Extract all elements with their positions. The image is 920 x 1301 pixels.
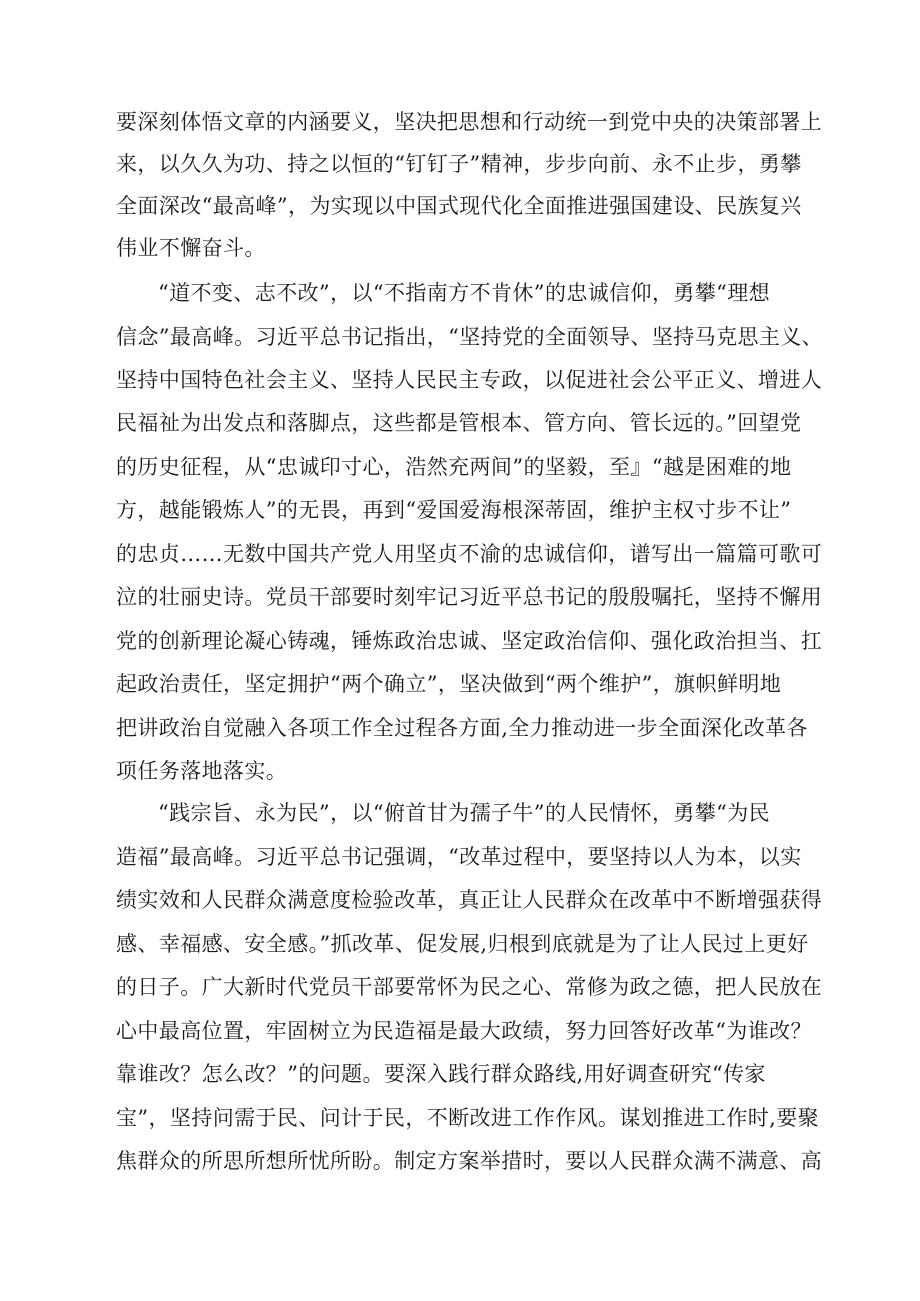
paragraph-2-line-8: 泣的壮丽史诗。党员干部要时刻牢记习近平总书记的殷殷嘱托，坚持不懈用	[116, 585, 823, 609]
paragraph-3-line-9: 焦群众的所思所想所忧所盼。制定方案举措时，要以人民群众满不满意、高	[116, 1149, 823, 1173]
paragraph-3-line-4: 感、幸福感、安全感。”抓改革、促发展,归根到底就是为了让人民过上更好	[116, 932, 809, 956]
paragraph-2-line-7: 的忠贞……无数中国共产党人用坚贞不渝的忠诚信仰，谱写出一篇篇可歌可	[116, 542, 823, 566]
paragraph-3-line-3: 绩实效和人民群众满意度检验改革，真正让人民群众在改革中不断增强获得	[116, 888, 823, 912]
paragraph-1-line-4: 伟业不懈奋斗。	[116, 236, 266, 260]
paragraph-3-line-6: 心中最高位置，牢固树立为民造福是最大政绩，努力回答好改革“为谁改？	[116, 1019, 812, 1043]
paragraph-3-line-8: 宝”，坚持问需于民、问计于民，不断改进工作作风。谋划推进工作时,要聚	[116, 1106, 820, 1130]
paragraph-3-line-2: 造福”最高峰。习近平总书记强调，“改革过程中，要坚持以人为本，以实	[116, 845, 802, 869]
paragraph-2-line-11: 把讲政治自觉融入各项工作全过程各方面,全力推动进一步全面深化改革各	[116, 716, 808, 740]
paragraph-2-line-3: 坚持中国特色社会主义、坚持人民民主专政，以促进社会公平正义、增进人	[116, 368, 823, 392]
paragraph-2-line-1: “道不变、志不改”，以“不指南方不肯休”的忠诚信仰，勇攀“理想	[158, 281, 771, 305]
paragraph-2-line-9: 党的创新理论凝心铸魂，锤炼政治忠诚、坚定政治信仰、强化政治担当、扛	[116, 629, 823, 653]
paragraph-3-line-1: “践宗旨、永为民”，以“俯首甘为孺子牛”的人民情怀，勇攀“为民	[158, 801, 771, 825]
paragraph-3-line-7: 靠谁改？怎么改？”的问题。要深入践行群众路线,用好调查研究“传家	[116, 1062, 766, 1086]
paragraph-1-line-3: 全面深改“最高峰”，为实现以中国式现代化全面推进强国建设、民族复兴	[116, 194, 802, 218]
paragraph-3-line-5: 的日子。广大新时代党员干部要常怀为民之心、常修为政之德，把人民放在	[116, 975, 823, 999]
paragraph-2-line-5: 的历史征程，从“忠诚印寸心，浩然充两间”的坚毅，至』“越是困难的地	[116, 455, 792, 479]
paragraph-2-line-2: 信念”最高峰。习近平总书记指出，“坚持党的全面领导、坚持马克思主义、	[116, 325, 824, 349]
paragraph-1-line-1: 要深刻体悟文章的内涵要义，坚决把思想和行动统一到党中央的决策部署上	[116, 110, 823, 134]
paragraph-2-line-4: 民福祉为出发点和落脚点，这些都是管根本、管方向、管长远的。”回望党	[116, 411, 802, 435]
paragraph-1-line-2: 来，以久久为功、持之以恒的“钉钉子”精神，步步向前、永不止步，勇攀	[116, 152, 802, 176]
paragraph-2-line-6: 方，越能锻炼人”的无畏，再到“爱国爱海根深蒂固，维护主权寸步不让”	[116, 498, 792, 522]
paragraph-2-line-10: 起政治责任，坚定拥护“两个确立”，坚决做到“两个维护”，旗帜鲜明地	[116, 672, 782, 696]
paragraph-2-line-12: 项任务落地落实。	[116, 759, 288, 783]
